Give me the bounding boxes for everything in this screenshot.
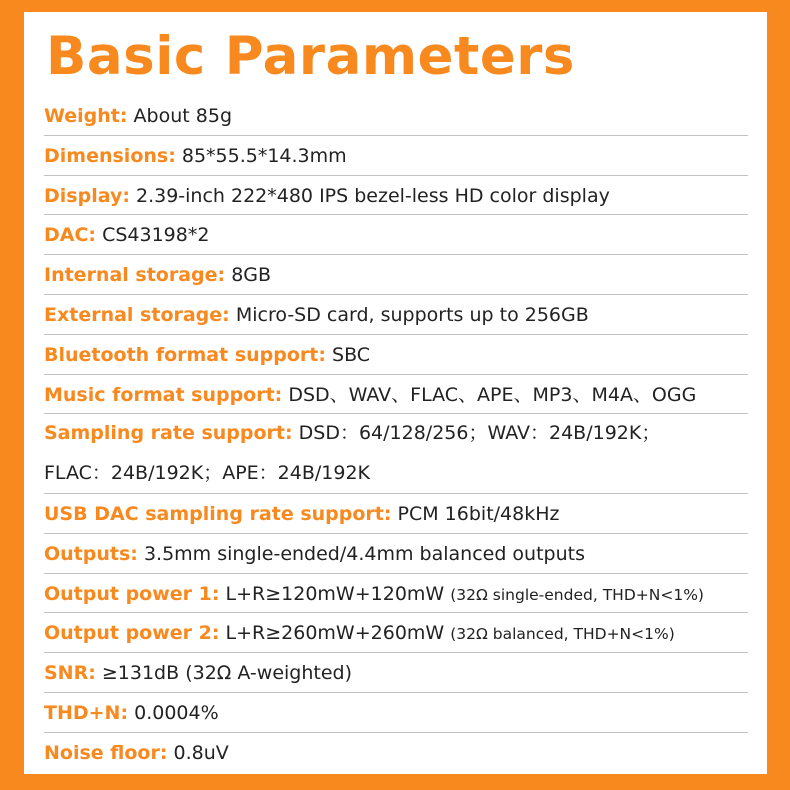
spec-label: Output power 2: bbox=[44, 622, 220, 645]
spec-label: Dimensions: bbox=[44, 144, 176, 167]
spec-row-external-storage bbox=[44, 295, 748, 335]
spec-row-output-power-2 bbox=[44, 613, 748, 653]
spec-value: SBC bbox=[332, 343, 371, 366]
spec-card bbox=[24, 12, 767, 774]
spec-label: Sampling rate support: bbox=[44, 422, 293, 445]
spec-value: 0.8uV bbox=[173, 741, 229, 764]
spec-row-internal-storage bbox=[44, 255, 748, 295]
spec-label: THD+N: bbox=[44, 701, 129, 724]
spec-row-usb-dac bbox=[44, 494, 748, 534]
spec-note: (32Ω balanced, THD+N<1%) bbox=[450, 625, 675, 644]
spec-label: SNR: bbox=[44, 662, 96, 685]
spec-value: L+R≥260mW+260mW bbox=[225, 622, 445, 645]
spec-label: Output power 1: bbox=[44, 582, 220, 605]
spec-value: 3.5mm single-ended/4.4mm balanced outputs bbox=[143, 542, 586, 565]
spec-value-line2: FLAC：24B/192K；APE：24B/192K bbox=[44, 462, 371, 485]
spec-value: L+R≥120mW+120mW bbox=[225, 582, 445, 605]
spec-label: Internal storage: bbox=[44, 264, 226, 287]
spec-row-dimensions bbox=[44, 136, 748, 176]
spec-value: About 85g bbox=[133, 105, 232, 127]
spec-label: DAC: bbox=[44, 224, 97, 247]
spec-label: Music format support: bbox=[44, 383, 283, 406]
spec-label: External storage: bbox=[44, 303, 230, 326]
spec-row-bluetooth bbox=[44, 335, 748, 375]
spec-label: Display: bbox=[44, 184, 130, 207]
spec-label: Weight: bbox=[44, 105, 128, 127]
spec-row-music-format bbox=[44, 375, 748, 415]
spec-value: CS43198*2 bbox=[102, 224, 210, 247]
spec-value: DSD、WAV、FLAC、APE、MP3、M4A、OGG bbox=[288, 383, 697, 406]
spec-row-outputs bbox=[44, 534, 748, 574]
spec-value: PCM 16bit/48kHz bbox=[397, 502, 560, 525]
spec-label: Bluetooth format support: bbox=[44, 343, 326, 366]
spec-value: ≥131dB (32Ω A-weighted) bbox=[101, 662, 353, 685]
spec-value: Micro-SD card, supports up to 256GB bbox=[235, 303, 589, 326]
page-title: Basic Parameters bbox=[46, 26, 575, 87]
spec-value: 8GB bbox=[231, 264, 272, 287]
spec-value: 85*55.5*14.3mm bbox=[181, 144, 347, 167]
spec-note: (32Ω single-ended, THD+N<1%) bbox=[450, 585, 704, 604]
spec-label: Noise floor: bbox=[44, 741, 168, 764]
spec-row-noise-floor bbox=[44, 733, 748, 773]
spec-value: 0.0004% bbox=[134, 701, 219, 724]
spec-value: DSD：64/128/256；WAV：24B/192K； bbox=[298, 422, 661, 445]
spec-table bbox=[24, 96, 767, 773]
spec-row-display bbox=[44, 176, 748, 216]
spec-row-sampling-rate bbox=[44, 414, 748, 494]
spec-row-output-power-1 bbox=[44, 574, 748, 614]
spec-label: USB DAC sampling rate support: bbox=[44, 502, 392, 525]
spec-label: Outputs: bbox=[44, 542, 138, 565]
spec-row-weight bbox=[44, 96, 748, 136]
spec-value: 2.39-inch 222*480 IPS bezel-less HD color display bbox=[135, 184, 610, 207]
spec-row-thd-n bbox=[44, 693, 748, 733]
spec-row-dac bbox=[44, 215, 748, 255]
spec-row-snr bbox=[44, 653, 748, 693]
